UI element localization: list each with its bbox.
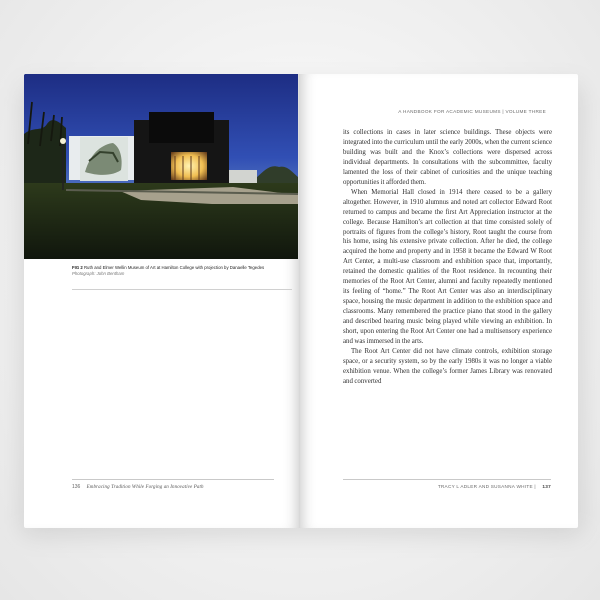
body-paragraph-2: When Memorial Hall closed in 1914 there ceased to be a gallery altogether. However, in 1910 alumnus and noted art collector Edward Root returned to campus and became the first Art Appreciation instructor at the college. Because Hamilton’s art collection at that time consisted solely of portraits of figures from the college’s history, Root taught the course from his home, using his extensive private collection. After he died, the college acquired the home and property and in 1958 it became the Edward W Root Art Center, a multi-use classroom and exhibition space that, importantly, retained the domestic qualities of the Root residence. In recounting their memories of the Root Art Center, alumni and faculty repeatedly mentioned its feeling of “home.” The Root Art Center was also an interdisciplinary space, housing the music department in addition to the exhibition space and classrooms. Many remembered the practice piano that stood in the gallery and described hearing music being played while viewing an exhibition. In short, upon entering the Root Art Center one had a multisensory experience and was immersed in the arts. <box>343 188 552 346</box>
left-page-number: 136 <box>72 484 81 490</box>
footer-separator: | <box>534 484 538 489</box>
running-head: A HANDBOOK FOR ACADEMIC MUSEUMS | VOLUME THREE <box>398 109 546 114</box>
left-page-footer <box>72 479 274 490</box>
left-footer-title: Embracing Tradition While Forging an Innovative Path <box>86 485 204 490</box>
museum-upper-volume <box>149 112 214 143</box>
museum-photo <box>24 74 298 259</box>
body-paragraph-1: its collections in cases in later science buildings. These objects were integrated into the curriculum until the early 2000s, when the current science building was built and the Knox’s collections were dispersed across individual departments. In consultations with the subcommittee, faculty lamented the loss of their cabinet of curiosities and the unique teaching opportunities it afforded them. <box>343 129 552 186</box>
left-page <box>24 74 300 528</box>
museum-building-illustration <box>24 74 298 259</box>
caption-figure-number: FIG 2 <box>72 265 83 270</box>
caption-credit: Photograph: John Bentham <box>72 270 125 276</box>
right-page-body-text <box>343 128 552 387</box>
open-book <box>24 74 578 528</box>
right-page-number: 137 <box>542 484 551 489</box>
street-lamp-light <box>60 138 66 144</box>
right-page-footer <box>343 479 551 489</box>
figure-caption <box>72 265 292 277</box>
right-footer-authors: TRACY L ADLER AND SUSANNA WHITE <box>437 484 533 489</box>
right-page <box>300 74 578 528</box>
caption-divider <box>72 289 292 290</box>
lit-entrance <box>171 152 207 180</box>
body-paragraph-3: The Root Art Center did not have climate controls, exhibition storage space, or a security system, so by the early 1980s it was no longer a viable exhibition venue. When the college’s former James Library was renovated and converted <box>343 347 552 385</box>
caption-text: Ruth and Elmer Wellin Museum of Art at Hamilton College with projection by Danaelle Tegedes <box>83 265 265 270</box>
